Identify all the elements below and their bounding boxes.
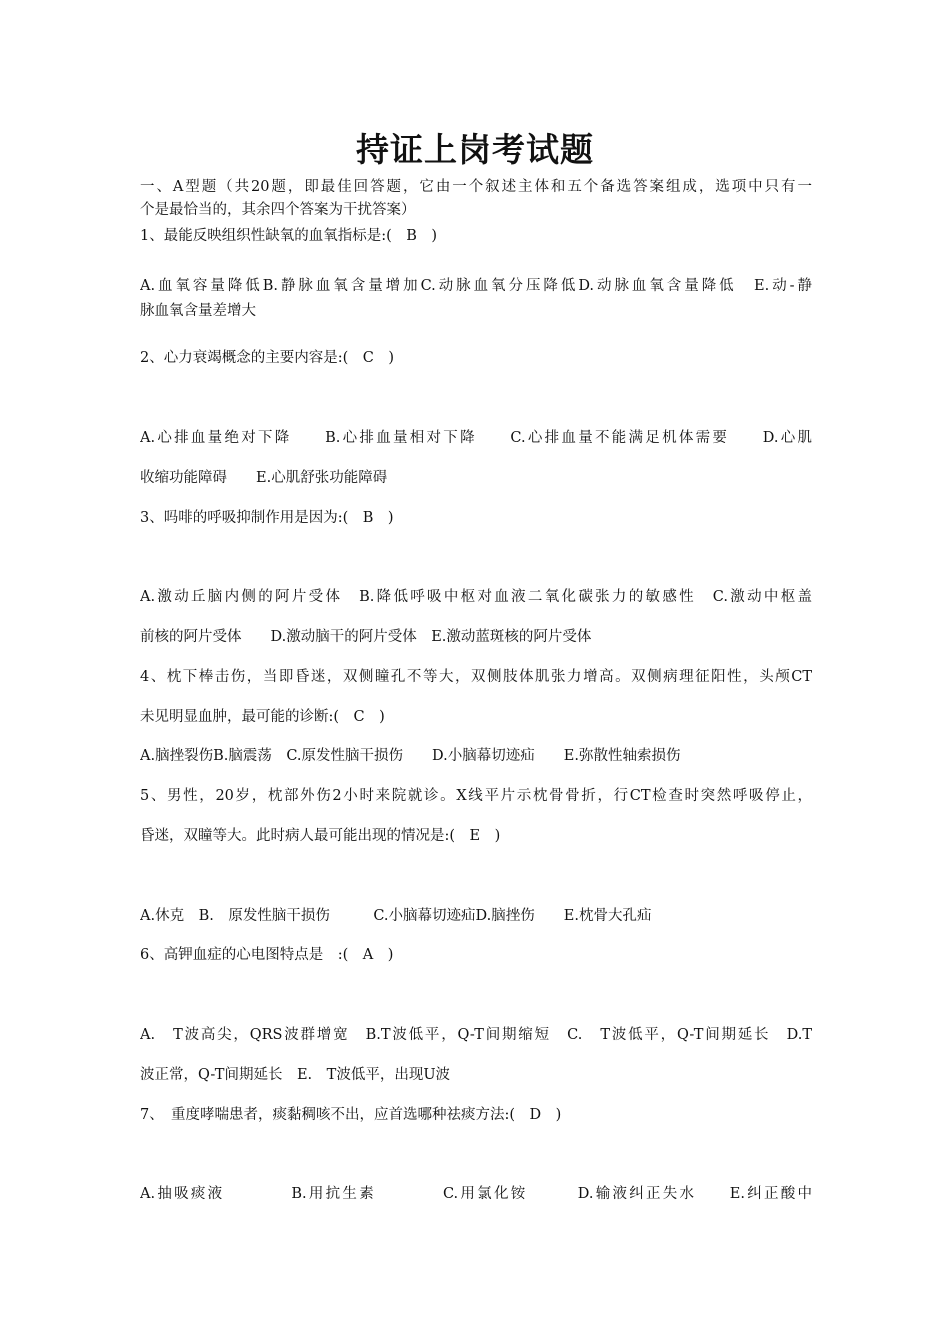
question-1-options-line-1: A.血氧容量降低B.静脉血氧含量增加C.动脉血氧分压降低D.动脉血氧含量降低 E.动-静: [140, 278, 812, 294]
question-4-options: A.脑挫裂伤B.脑震荡 C.原发性脑干损伤 D.小脑幕切迹疝 E.弥散性轴索损伤: [140, 748, 681, 764]
question-5-stem-line-1: 5、男性，20岁，枕部外伤2小时来院就诊。X线平片示枕骨骨折，行CT检查时突然呼吸停止，: [140, 788, 812, 804]
question-5-stem-line-2: 昏迷，双瞳等大。此时病人最可能出现的情况是:( E ): [140, 828, 501, 844]
question-7-stem: 7、 重度哮喘患者，痰黏稠咳不出，应首选哪种祛痰方法:( D ): [140, 1107, 562, 1123]
question-1-stem: 1、最能反映组织性缺氧的血氧指标是:( B ): [140, 228, 438, 244]
question-7-options: A.抽吸痰液 B.用抗生素 C.用氯化铵 D.输液纠正失水 E.纠正酸中: [140, 1186, 812, 1202]
question-4-stem-line-1: 4、枕下棒击伤，当即昏迷，双侧瞳孔不等大，双侧肢体肌张力增高。双侧病理征阳性，头颅CT: [140, 669, 812, 685]
question-2-stem: 2、心力衰竭概念的主要内容是:( C ): [140, 350, 395, 366]
section-intro-line-2: 个是最恰当的，其余四个答案为干扰答案）: [140, 202, 416, 218]
question-6-stem: 6、高钾血症的心电图特点是 :( A ): [140, 947, 394, 963]
question-3-stem: 3、吗啡的呼吸抑制作用是因为:( B ): [140, 510, 394, 526]
question-5-options: A.休克 B. 原发性脑干损伤 C.小脑幕切迹疝D.脑挫伤 E.枕骨大孔疝: [140, 908, 652, 924]
question-6-options-line-1: A. T波高尖，QRS波群增宽 B.T波低平，Q-T间期缩短 C. T波低平，Q-T间期延长 D.T: [140, 1027, 812, 1043]
question-6-options-line-2: 波正常，Q-T间期延长 E. T波低平，出现U波: [140, 1067, 451, 1083]
question-3-options-line-1: A.激动丘脑内侧的阿片受体 B.降低呼吸中枢对血液二氧化碳张力的敏感性 C.激动中枢盖: [140, 589, 812, 605]
page-title: 持证上岗考试题: [356, 130, 594, 169]
question-4-stem-line-2: 未见明显血肿，最可能的诊断:( C ): [140, 709, 385, 725]
question-2-options-line-2: 收缩功能障碍 E.心肌舒张功能障碍: [140, 470, 388, 486]
question-2-options-line-1: A.心排血量绝对下降 B.心排血量相对下降 C.心排血量不能满足机体需要 D.心肌: [140, 430, 812, 446]
question-3-options-line-2: 前核的阿片受体 D.激动脑干的阿片受体 E.激动蓝斑核的阿片受体: [140, 629, 592, 645]
section-intro-line-1: 一、A型题（共20题，即最佳回答题，它由一个叙述主体和五个备选答案组成，选项中只有一: [140, 179, 812, 195]
question-1-options-line-2: 脉血氧含量差增大: [140, 303, 256, 319]
